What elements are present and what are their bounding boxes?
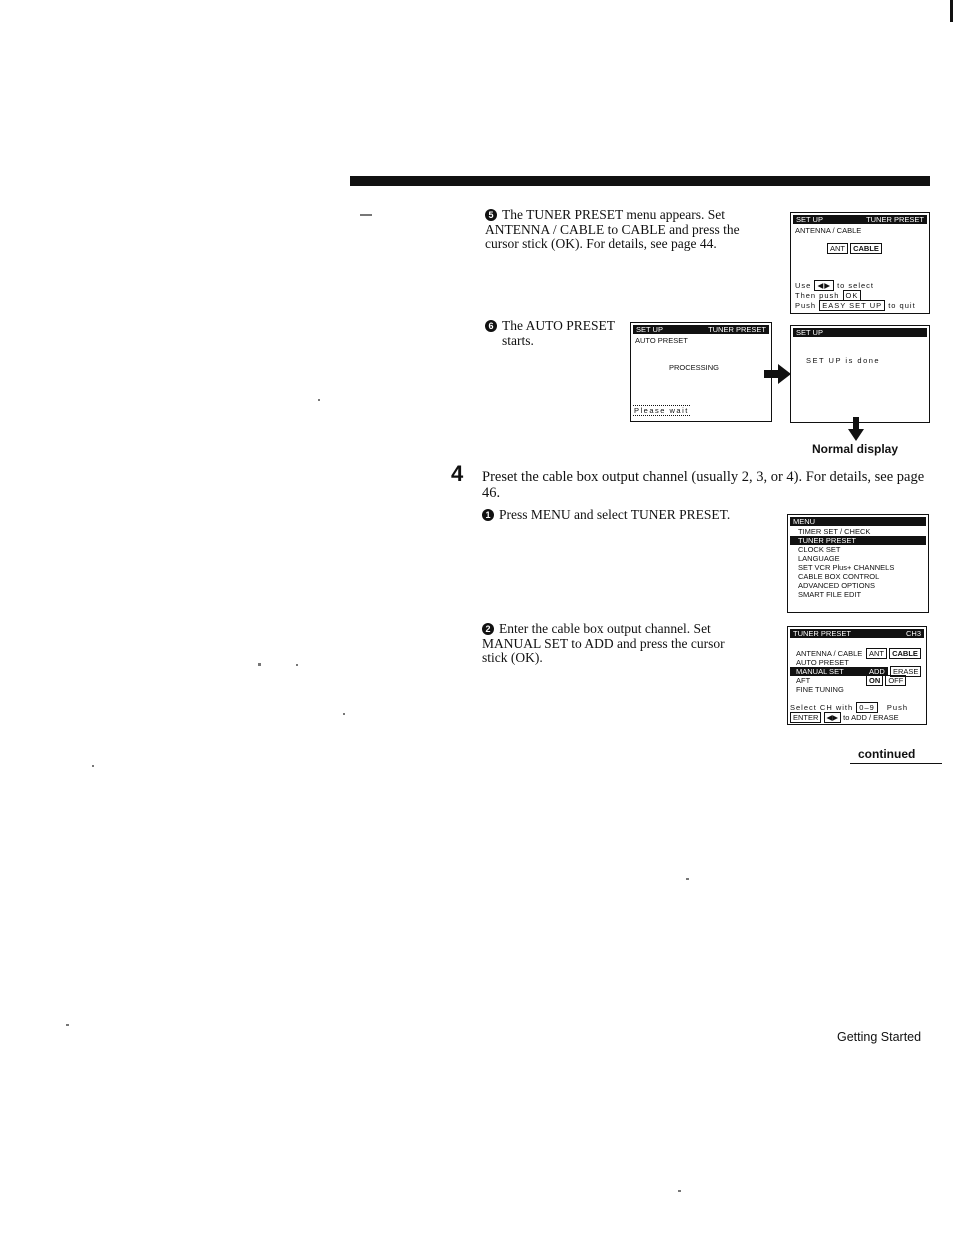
option-cable: CABLE [889, 648, 921, 659]
screen-title-bar [793, 328, 927, 337]
menu-item: LANGUAGE [798, 554, 840, 563]
screen-title-left: SET UP [796, 215, 823, 224]
help-line-1 [790, 703, 908, 712]
step-5-text: The TUNER PRESET menu appears. Set ANTENNA / CABLE to CABLE and press the cursor stick (OK). For details, see page 44. [485, 207, 740, 251]
screen-title-left: MENU [793, 517, 816, 526]
screen-auto-preset [630, 322, 772, 422]
antenna-options [866, 649, 921, 658]
step-4-2-text: Enter the cable box output channel. Set MANUAL SET to ADD and press the cursor stick (OK). [482, 621, 725, 665]
enter-key: ENTER [790, 712, 821, 723]
step-6-line1: The AUTO PRESET [502, 318, 616, 333]
menu-item: TIMER SET / CHECK [798, 527, 871, 536]
antenna-cable-label: ANTENNA / CABLE [796, 649, 863, 658]
step-4-1-badge: 1 [482, 509, 494, 521]
aft-options [866, 676, 906, 685]
step-6-badge: 6 [485, 320, 497, 332]
screen-title-right: TUNER PRESET [866, 215, 924, 224]
help-push: Push [795, 301, 817, 310]
please-wait-label: Please wait [634, 406, 689, 415]
processing-label: PROCESSING [669, 363, 720, 372]
menu-list [788, 526, 928, 599]
help-to-quit: to quit [888, 301, 916, 310]
step-4-2 [482, 622, 752, 666]
arrows-icon: ◀▶ [814, 280, 834, 291]
scan-speck [92, 765, 94, 767]
help-line-2 [790, 713, 899, 722]
header-rule [350, 176, 930, 186]
step-4-1 [482, 508, 772, 523]
ok-key: OK [843, 290, 862, 301]
screen-title-bar [790, 629, 924, 638]
footer-section-name: Getting Started [837, 1030, 922, 1044]
screen-title-bar [790, 517, 926, 526]
arrows-icon: ◀▶ [824, 712, 842, 723]
help-add-erase: to ADD / ERASE [843, 713, 899, 722]
screen-menu [787, 514, 929, 613]
option-off: OFF [885, 675, 906, 686]
aft-label: AFT [796, 676, 811, 685]
antenna-cable-label: ANTENNA / CABLE [795, 226, 862, 235]
option-ant: ANT [866, 648, 887, 659]
easy-setup-key: EASY SET UP [819, 300, 885, 311]
screen-setup-done [790, 325, 930, 423]
help-use: Use [795, 281, 812, 290]
scan-speck [678, 1190, 681, 1192]
help-push: Push [886, 703, 908, 712]
scan-speck [258, 663, 261, 666]
scan-speck [360, 214, 372, 216]
step-6-line2: starts. [502, 332, 534, 348]
screen-title-left: TUNER PRESET [793, 629, 851, 638]
edge-mark [950, 0, 953, 22]
menu-item: CABLE BOX CONTROL [798, 572, 880, 581]
menu-item: SMART FILE EDIT [798, 590, 862, 599]
option-ant: ANT [827, 243, 848, 254]
option-erase: ERASE [890, 666, 921, 677]
screen-title-left: SET UP [636, 325, 663, 334]
scan-speck [343, 713, 345, 715]
screen-manual-set [787, 626, 927, 725]
scan-speck [318, 399, 320, 401]
menu-item: SET VCR Plus+ CHANNELS [798, 563, 895, 572]
screen-title-right: CH3 [905, 629, 921, 638]
scan-speck [296, 664, 298, 666]
scan-speck [686, 878, 689, 880]
step-4-text: Preset the cable box output channel (usually 2, 3, or 4). For details, see page 46. [482, 469, 925, 501]
continued-underline [850, 763, 942, 764]
option-cable: CABLE [850, 243, 882, 254]
help-line-1 [795, 281, 874, 290]
screen-title-right: TUNER PRESET [708, 325, 766, 334]
step-4-number: 4 [451, 461, 464, 486]
auto-preset-label: AUTO PRESET [635, 336, 688, 345]
fine-tuning-label: FINE TUNING [796, 685, 844, 694]
menu-item-selected: TUNER PRESET [790, 536, 926, 545]
step-5 [485, 208, 767, 252]
step-4-1-text: Press MENU and select TUNER PRESET. [499, 507, 731, 522]
arrow-down-icon [848, 417, 864, 441]
help-line-2 [795, 291, 861, 300]
screen-title-bar [793, 215, 927, 224]
step-4-2-badge: 2 [482, 623, 494, 635]
scan-speck [66, 1024, 69, 1026]
screen-title-left: SET UP [796, 328, 823, 337]
option-on: ON [866, 675, 883, 686]
manual-set-selected: MANUAL SET [790, 667, 866, 676]
step-5-badge: 5 [485, 209, 497, 221]
screen-tuner-preset [790, 212, 930, 314]
screen-title-bar [633, 325, 769, 334]
auto-preset-label: AUTO PRESET [796, 658, 849, 667]
option-add: ADD [866, 667, 888, 676]
setup-done-label: SET UP is done [806, 356, 881, 365]
menu-item: ADVANCED OPTIONS [798, 581, 875, 590]
continued-label: continued [858, 747, 916, 761]
help-select-ch: Select CH with [790, 703, 854, 712]
arrow-right-icon [764, 364, 792, 384]
normal-display-label: Normal display [812, 442, 899, 456]
step-6 [485, 319, 625, 348]
menu-item: CLOCK SET [798, 545, 841, 554]
help-line-3 [795, 301, 916, 310]
help-to-select: to select [837, 281, 875, 290]
help-then-push: Then push [795, 291, 840, 300]
antenna-options [827, 244, 882, 253]
number-keys: 0–9 [856, 702, 878, 713]
